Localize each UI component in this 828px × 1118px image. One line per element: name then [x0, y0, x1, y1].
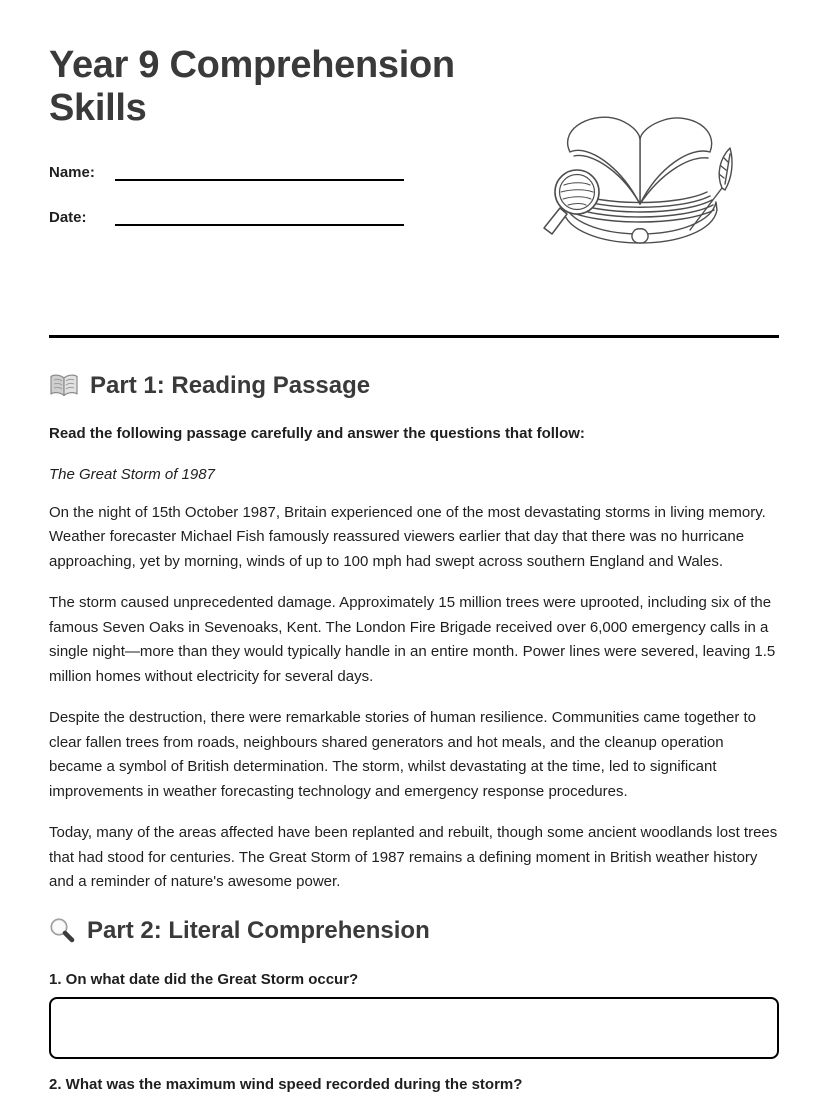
name-input-line[interactable] — [115, 179, 404, 181]
answer-box-q1[interactable] — [49, 997, 779, 1059]
passage-paragraph-4: Today, many of the areas affected have been replanted and rebuilt, though some ancient woodlands lost trees that had stood for centuries. The Great Storm of 1987 remains a defining moment in British weather history and a reminder of nature's awesome power. — [49, 824, 778, 891]
passage-paragraph-1: On the night of 15th October 1987, Britain experienced one of the most devastating storms in living memory. Weather forecaster Michael Fish famously reassured viewers earlier that day that there was no hurricane approaching, yet by morning, winds of up to 100 mph had swept across southern England and Wales. — [49, 503, 766, 570]
date-label: Date: — [49, 208, 87, 226]
section-divider — [49, 335, 779, 338]
question-2-text: 2. What was the maximum wind speed recorded during the storm? — [49, 1075, 523, 1093]
passage-paragraph-3: Despite the destruction, there were remarkable stories of human resilience. Communities came together to clear fallen trees from roads, neighbours shared generators and hot meals, and the cleanup operation became a symbol of British determination. The storm, whilst devastating at the time, led to significant improvements in weather forecasting technology and emergency response procedures. — [49, 709, 756, 800]
part1-section — [49, 372, 779, 895]
name-label: Name: — [49, 163, 95, 181]
open-book-illustration — [540, 104, 740, 246]
open-book-icon — [49, 373, 79, 399]
part2-section — [49, 917, 779, 1093]
passage-title: The Great Storm of 1987 — [49, 465, 215, 483]
part1-heading — [49, 372, 779, 400]
part2-heading-label: Part 2: Literal Comprehension — [87, 916, 430, 944]
part2-heading — [49, 917, 779, 945]
page-title: Year 9 Comprehension Skills — [49, 44, 455, 129]
passage-paragraph-2: The storm caused unprecedented damage. Approximately 15 million trees were uprooted, including six of the famous Seven Oaks in Sevenoaks, Kent. The London Fire Brigade received over 6,000 emergency calls in a single night—more than they would typically handle in an entire month. Power lines were severed, leaving 1.5 million homes without electricity for several days. — [49, 594, 776, 685]
instruction-text: Read the following passage carefully and answer the questions that follow: — [49, 424, 585, 442]
question-1-text: 1. On what date did the Great Storm occur? — [49, 970, 359, 988]
part1-heading-label: Part 1: Reading Passage — [90, 371, 371, 399]
magnifier-icon — [49, 917, 76, 944]
date-input-line[interactable] — [115, 224, 404, 226]
